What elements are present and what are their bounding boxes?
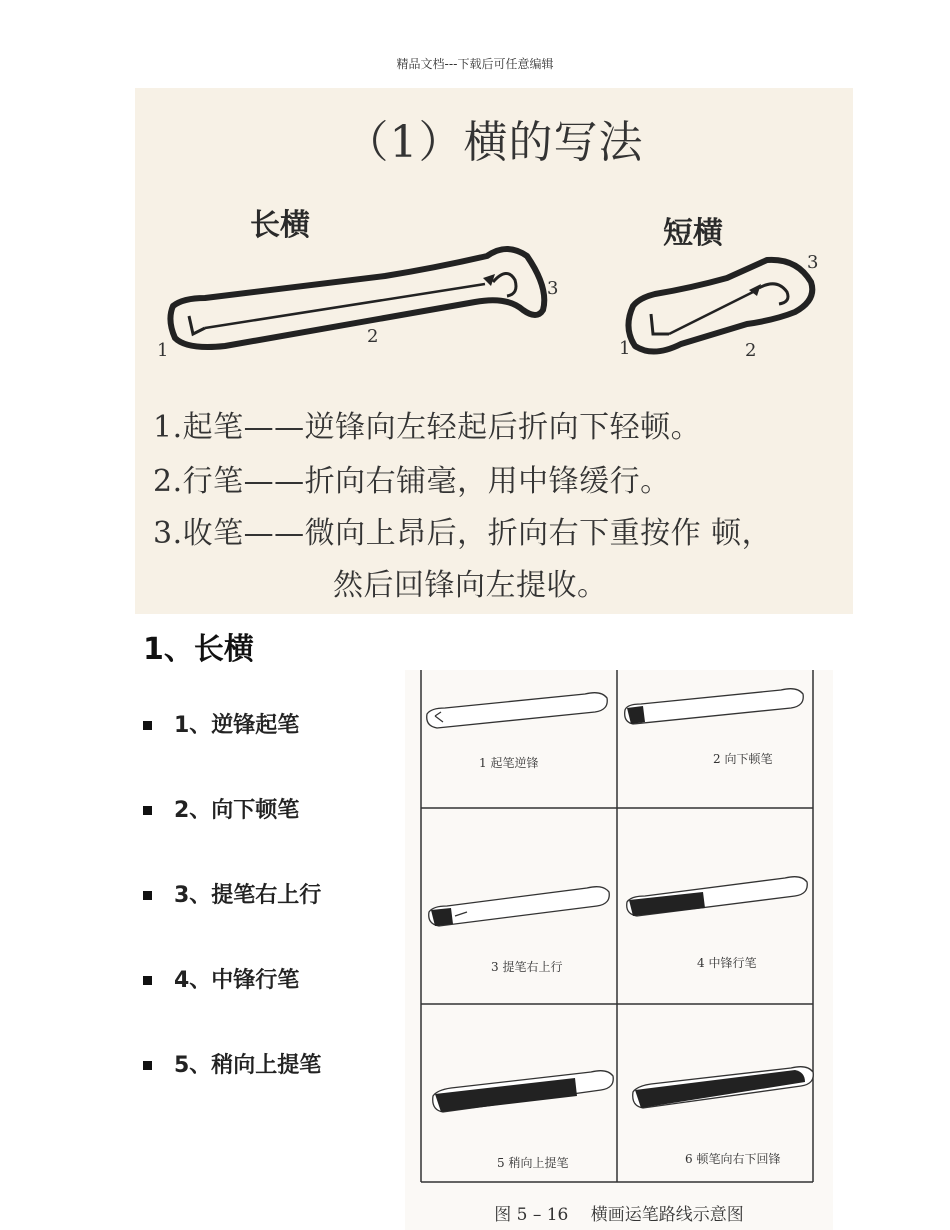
grid-cell-label-3: 3 提笔右上行 [491,960,563,974]
document-header: 精品文档---下载后可任意编辑 [396,57,554,71]
short-step-number-2: 2 [745,340,757,361]
rule-line-1: 1.起笔——逆锋向左轻起后折向下轻顿。 [153,410,702,445]
short-horizontal-label: 短横 [663,216,723,251]
grid-cell-label-6: 6 顿笔向右下回锋 [685,1152,781,1166]
step-text: 5、稍向上提笔 [174,1053,322,1078]
figure-title: （1）横的写法 [344,117,644,168]
short-step-number-3: 3 [807,252,819,273]
list-item [143,1048,321,1133]
list-item [143,708,321,793]
square-bullet-icon [143,806,152,815]
grid-cell-label-1: 1 起笔逆锋 [479,756,539,770]
list-item [143,878,321,963]
step-list [143,708,321,1133]
list-item [143,793,321,878]
square-bullet-icon [143,891,152,900]
step-text: 3、提笔右上行 [174,883,322,908]
rule-line-3: 3.收笔——微向上昂后，折向右下重按作 顿， [153,516,773,551]
stroke-route-figure [405,670,833,1230]
long-step-number-2: 2 [367,326,379,347]
long-horizontal-label: 长横 [250,208,310,243]
step-text: 2、向下顿笔 [174,798,300,823]
list-item [143,963,321,1048]
step-text: 4、中锋行笔 [174,968,300,993]
square-bullet-icon [143,1061,152,1070]
step-text: 1、逆锋起笔 [174,713,300,738]
brushstroke-method-figure [135,88,853,614]
long-step-number-3: 3 [547,278,559,299]
square-bullet-icon [143,976,152,985]
figure-caption: 图 5 – 16 横画运笔路线示意图 [494,1205,744,1225]
grid-cell-label-2: 2 向下顿笔 [713,752,773,766]
rule-line-2: 2.行笔——折向右铺毫，用中锋缓行。 [153,464,671,499]
short-step-number-1: 1 [619,338,631,359]
section-heading: 1、长横 [143,632,254,667]
grid-cell-label-5: 5 稍向上提笔 [497,1156,569,1170]
square-bullet-icon [143,721,152,730]
grid-cell-label-4: 4 中锋行笔 [697,956,757,970]
long-step-number-1: 1 [157,340,169,361]
rule-line-4: 然后回锋向左提收。 [333,568,608,603]
